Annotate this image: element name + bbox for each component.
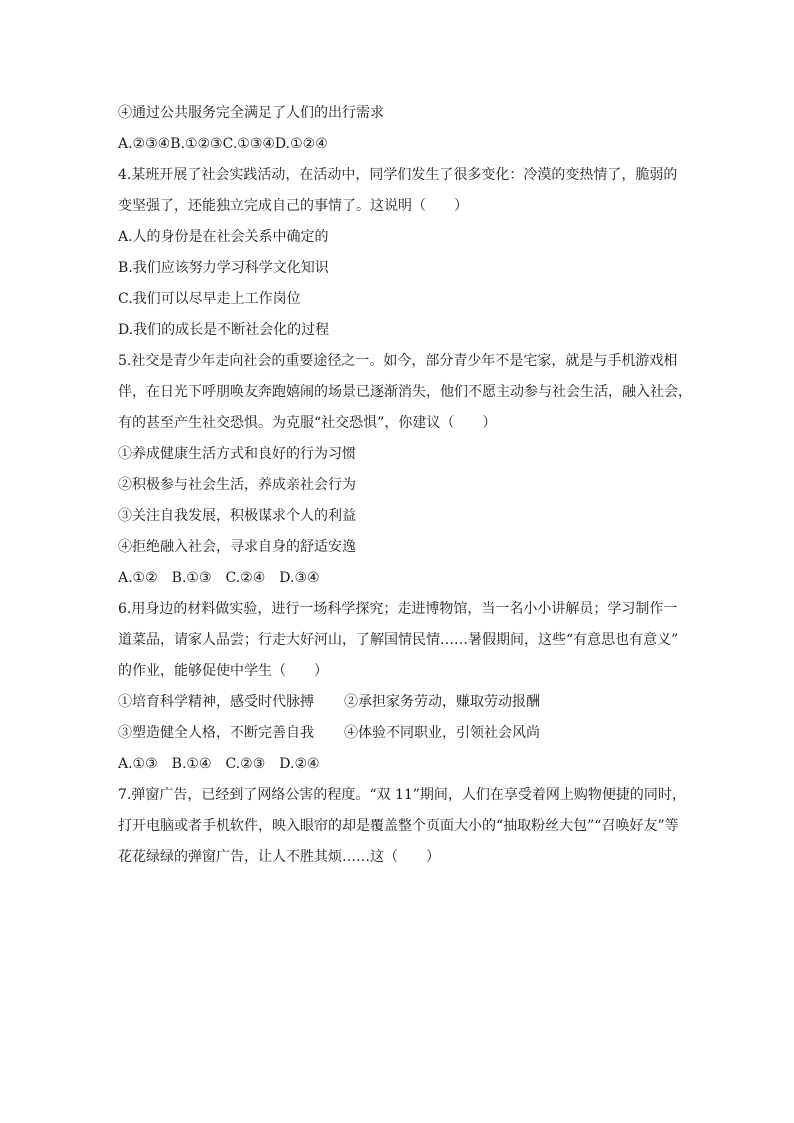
q5-item-3: ③关注自我发展，积极谋求个人的利益	[118, 508, 356, 524]
q6-item-3: ③塑造健全人格，不断完善自我	[118, 725, 314, 741]
q3-answer-choices: A.②③④B.①②③C.①③④D.①②④	[118, 136, 328, 152]
q4-stem-line-1: 4.某班开展了社会实践活动，在活动中，同学们发生了很多变化：冷漠的变热情了，脆弱的	[118, 167, 678, 183]
q5-item-2: ②积极参与社会生活，养成亲社会行为	[118, 477, 356, 493]
q5-stem-line-1: 5.社交是青少年走向社会的重要途径之一。如今，部分青少年不是宅家，就是与手机游戏相	[118, 353, 678, 369]
q6-answer-choices: A.①③ B.①④ C.②③ D.②④	[118, 756, 320, 772]
q4-option-c: C.我们可以尽早走上工作岗位	[118, 291, 301, 307]
q5-item-1: ①养成健康生活方式和良好的行为习惯	[118, 446, 356, 462]
q7-stem-line-3: 花花绿绿的弹窗广告，让人不胜其烦……这（ ）	[118, 849, 440, 865]
q4-stem-line-2: 变坚强了，还能独立完成自己的事情了。这说明（ ）	[118, 198, 468, 214]
q6-stem-line-1: 6.用身边的材料做实验，进行一场科学探究；走进博物馆，当一名小小讲解员；学习制作一	[118, 601, 678, 617]
q6-items-row-1	[118, 687, 698, 718]
q6-item-4: ④体验不同职业，引领社会风尚	[344, 725, 540, 741]
q4-option-b: B.我们应该努力学习科学文化知识	[118, 260, 329, 276]
q3-option-4: ④通过公共服务完全满足了人们的出行需求	[118, 105, 384, 121]
q6-stem-line-2: 道菜品，请家人品尝；行走大好河山，了解国情民情……暑假期间，这些“有意思也有意义”	[118, 632, 679, 648]
q5-stem-line-2: 伴，在日光下呼朋唤友奔跑嬉闹的场景已逐渐消失，他们不愿主动参与社会生活，融入社会，	[118, 384, 692, 400]
q6-items-row-2	[118, 718, 698, 749]
q7-stem-line-1: 7.弹窗广告，已经到了网络公害的程度。“双 11”期间，人们在享受着网上购物便捷的同时，	[118, 787, 686, 803]
q6-item-2: ②承担家务劳动，赚取劳动报酬	[344, 694, 540, 710]
q4-option-a: A.人的身份是在社会关系中确定的	[118, 229, 329, 245]
q7-stem-line-2: 打开电脑或者手机软件，映入眼帘的却是覆盖整个页面大小的“抽取粉丝大包”“召唤好友”等	[118, 818, 679, 834]
q6-item-1: ①培育科学精神，感受时代脉搏	[118, 694, 314, 710]
q4-option-d: D.我们的成长是不断社会化的过程	[118, 322, 330, 338]
q5-stem-line-3: 有的甚至产生社交恐惧。为克服“社交恐惧”，你建议（ ）	[118, 415, 497, 431]
q6-stem-line-3: 的作业，能够促使中学生（ ）	[118, 663, 328, 679]
q5-answer-choices: A.①② B.①③ C.②④ D.③④	[118, 570, 320, 586]
document-page	[118, 98, 698, 873]
q5-item-4: ④拒绝融入社会，寻求自身的舒适安逸	[118, 539, 356, 555]
